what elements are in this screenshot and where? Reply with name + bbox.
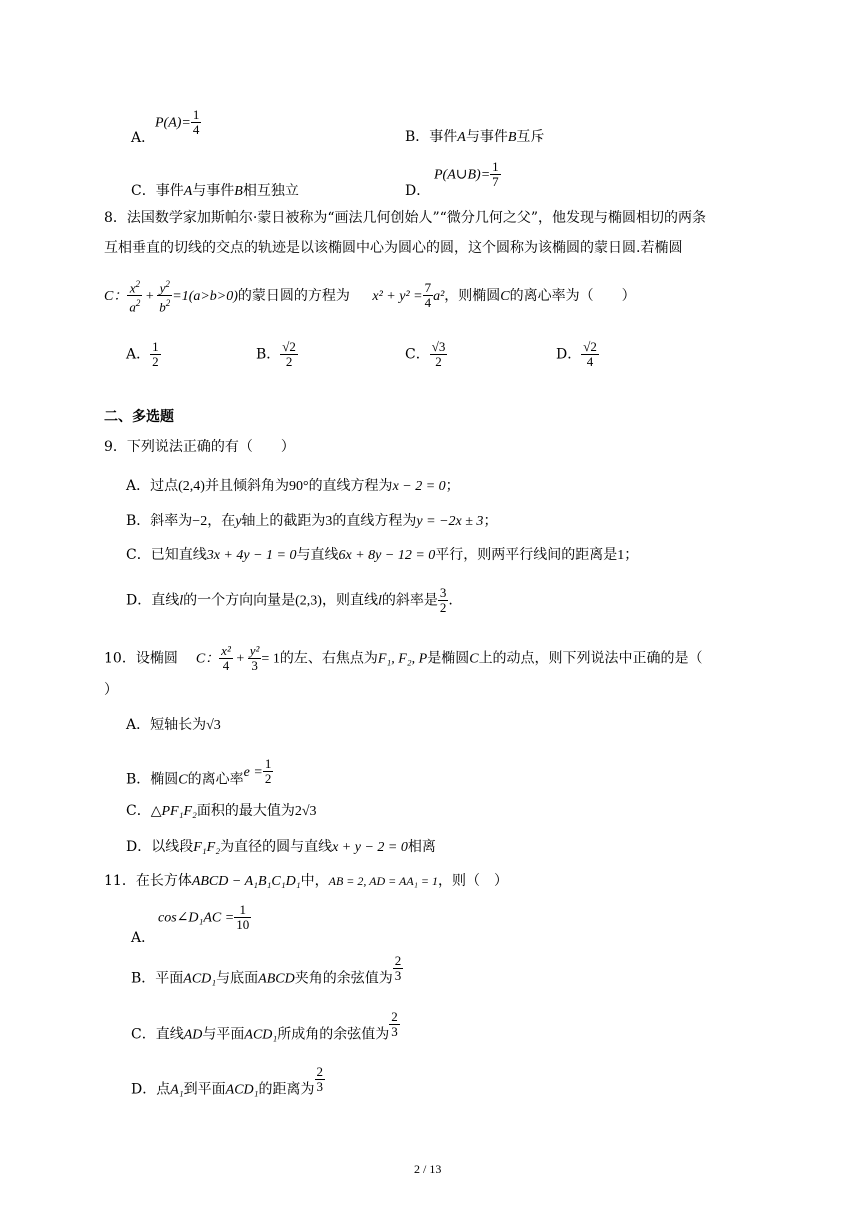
page-number: 2 / 13 — [414, 1162, 442, 1176]
q7-option-c — [131, 181, 299, 202]
q10-stem-line1: 10．设椭圆 C： $\frac{\text{x²}}{4}$ + $\frac{\text{y²}}{3}$ = 1的左、右焦点为F₁, F₂, P是椭圆C上的动点，则下列说法中正确的是（ — [104, 643, 703, 673]
text: C．已知直线 — [126, 547, 207, 563]
numerator: 1 — [234, 903, 251, 918]
text: C．直线 — [131, 1026, 184, 1043]
equation: 6x + 8y − 12 = 0 — [338, 548, 436, 563]
text: 的斜率是 — [381, 592, 438, 609]
var: l — [377, 593, 382, 609]
text: 所成角的余弦值为 — [277, 1026, 390, 1043]
numerator: √3 — [431, 339, 446, 354]
denominator: 2 — [439, 600, 447, 615]
numerator: 3 — [439, 585, 447, 600]
y-fraction: $\frac{y^2}{b^2}$ — [159, 279, 171, 315]
var: B — [234, 184, 243, 199]
q7-option-a-text: P(A)= — [155, 115, 191, 131]
q9-stem: 9．下列说法正确的有（ ） — [104, 439, 295, 455]
numerator: 1 — [492, 159, 499, 174]
numerator: √2 — [583, 339, 597, 354]
text: 夹角的余弦值为 — [294, 970, 393, 987]
q7-option-a-fraction — [191, 108, 202, 137]
triangle: △PF₁F₂ — [150, 804, 197, 819]
value: √3 — [206, 718, 221, 733]
fraction — [234, 903, 251, 932]
text: 与平面 — [202, 1026, 245, 1043]
denominator: 4 — [222, 658, 230, 673]
denominator: 4 — [424, 295, 432, 311]
denominator: 2 — [285, 354, 293, 369]
text: A．短轴长为 — [126, 717, 207, 733]
denominator: 2 — [152, 354, 159, 369]
q11-option-b — [131, 953, 403, 993]
line: x + y − 2 = 0 — [332, 840, 408, 855]
text: 相离 — [407, 839, 436, 855]
text: 与直线 — [296, 547, 339, 563]
q7-option-d-label: D． — [405, 183, 431, 199]
q8-option-d — [556, 340, 599, 369]
denominator: 3 — [251, 658, 258, 673]
q11-option-d — [131, 1064, 325, 1104]
text: ，则直线 — [321, 592, 378, 609]
text: C． — [126, 803, 151, 819]
text: . — [448, 592, 453, 609]
fraction — [263, 757, 274, 786]
text: ，则（ ） — [437, 873, 508, 889]
q7-option-a-label: A． — [131, 130, 156, 146]
text: 11．在长方体 — [104, 873, 192, 889]
text: D．直线 — [126, 592, 180, 609]
circle-a: a² — [433, 288, 445, 304]
text: 与事件 — [465, 129, 508, 145]
denominator: 7 — [492, 174, 499, 189]
var: l — [179, 593, 184, 609]
text: B．平面 — [131, 970, 184, 987]
q11-option-c — [131, 1009, 400, 1049]
point: (2,4) — [178, 479, 205, 494]
var: B — [507, 130, 517, 145]
numerator: √2 — [282, 339, 296, 354]
q7-option-c-label: C． — [131, 183, 156, 199]
var: C — [178, 772, 188, 788]
text: 是椭圆 — [427, 650, 470, 667]
equation: y = −2x ± 3 — [416, 514, 484, 529]
x-fraction: $\frac{x^2}{a^2}$ — [129, 279, 141, 315]
equation: x − 2 = 0 — [392, 479, 446, 494]
denominator: 2 — [264, 771, 272, 786]
text: 到平面 — [183, 1081, 226, 1098]
ellipse-name: C： — [104, 288, 128, 304]
text: ； — [624, 547, 639, 563]
fraction — [150, 340, 161, 369]
q11-option-a-expr — [158, 903, 251, 932]
q8-stem-line1: 8．法国数学家加斯帕尔·蒙日被称为“画法几何创始人”“微分几何之父”，他发现与椭圆相切的两条 — [104, 210, 706, 226]
e-label: e = — [243, 764, 263, 780]
q8-stem-line2: 互相垂直的切线的交点的轨迹是以该椭圆中心为圆心的圆，这个圆称为该椭圆的蒙日圆.若椭圆 — [104, 240, 683, 256]
numerator: y² — [249, 643, 260, 658]
point: A₁ — [170, 1082, 184, 1098]
text: 面积的最大值为 — [196, 803, 295, 819]
vector: (2,3) — [295, 593, 322, 609]
numerator: 7 — [424, 280, 432, 296]
text: B．椭圆 — [126, 771, 179, 788]
text: D．以线段 — [126, 839, 194, 855]
text: 为直径的圆与直线 — [220, 839, 333, 855]
q7-option-d-fraction — [490, 160, 501, 189]
condition: AB = 2, AD = AA₁ = 1 — [328, 874, 438, 888]
fraction — [315, 1065, 326, 1094]
text: 平行，则两平行线间的距离是 — [435, 547, 618, 563]
q8-option-a — [126, 340, 161, 369]
text: 轴上的截距为 — [241, 513, 326, 529]
q11-stem — [104, 871, 508, 892]
text: 的距离为 — [258, 1081, 315, 1098]
value: 1 — [617, 548, 625, 563]
label: B． — [256, 346, 281, 363]
numerator: 1 — [192, 107, 200, 122]
axis: y — [235, 514, 242, 529]
text: 的蒙日圆的方程为 — [237, 287, 350, 304]
q8-option-c — [405, 340, 447, 369]
q11-option-a-label: A． — [131, 930, 156, 946]
denominator: 4 — [192, 122, 200, 137]
text: 10．设椭圆 — [104, 650, 178, 667]
q9-option-c — [126, 545, 638, 566]
numerator: 2 — [391, 1009, 398, 1024]
fraction — [280, 340, 298, 369]
value: 2√3 — [294, 804, 317, 819]
fraction — [581, 340, 599, 369]
text: D．点 — [131, 1081, 171, 1098]
var: A — [183, 184, 193, 199]
x-fraction — [219, 644, 233, 673]
numerator: 2 — [394, 953, 402, 968]
q10-option-a — [126, 715, 221, 736]
q7-option-b — [405, 127, 544, 148]
q10-stem-line2: ） — [104, 682, 118, 698]
denominator: 3 — [316, 1079, 324, 1094]
q9-option-b — [126, 511, 497, 532]
q10-option-c — [126, 801, 317, 822]
ellipse-condition: =1(a>b>0) — [172, 288, 238, 304]
denominator: 3 — [394, 968, 402, 983]
numerator: 2 — [316, 1064, 324, 1079]
text: ，则椭圆 — [444, 287, 501, 304]
text: 中， — [300, 873, 329, 889]
angle: 90° — [288, 479, 309, 494]
text: ； — [445, 478, 460, 494]
q8-stem-line3: C： $\frac{x^2}{a^2}$ + $\frac{y^2}{b^2}$ =1(a>b>0)的蒙日圆的方程为 x² + y² = $\frac{7}{4}$ a²，则椭圆C的离心率为（ ） — [104, 279, 636, 315]
label: A． — [126, 346, 151, 363]
plane: ACD₁ — [225, 1082, 259, 1098]
intercept: 3 — [325, 514, 333, 529]
text: 与事件 — [192, 183, 235, 199]
text: 事件 — [155, 183, 184, 199]
plane: ACD₁ — [183, 971, 217, 987]
text: 的左、右焦点为 — [279, 650, 378, 667]
text: 相互独立 — [242, 183, 299, 199]
section-title: 二、多选题 — [104, 409, 174, 425]
text: A．过点 — [126, 478, 179, 494]
text: ，在 — [207, 513, 236, 529]
text: 上的动点，则下列说法中正确的是（ — [478, 650, 703, 667]
fraction — [430, 340, 448, 369]
q9-option-d — [126, 586, 453, 615]
numerator: 1 — [264, 756, 272, 771]
text: B．斜率为 — [126, 513, 193, 529]
numerator: 1 — [152, 339, 159, 354]
q8-option-b — [256, 340, 298, 369]
y-fraction — [248, 644, 262, 673]
segment: F₁F₂ — [193, 840, 221, 855]
denominator: 4 — [586, 354, 594, 369]
base: ABCD — [258, 971, 295, 987]
q10-option-b — [126, 756, 273, 794]
fraction — [438, 586, 449, 615]
text: 与底面 — [216, 970, 259, 987]
plane: ACD₁ — [244, 1027, 278, 1043]
numerator: x² — [221, 643, 231, 658]
q7-option-d-expr — [434, 160, 501, 189]
text: 的直线方程为 — [332, 513, 417, 529]
equation: 3x + 4y − 1 = 0 — [206, 548, 297, 563]
q9-option-a — [126, 476, 460, 497]
var: C — [500, 288, 510, 304]
slope: −2 — [192, 514, 208, 529]
solid: ABCD − A₁B₁C₁D₁ — [191, 874, 301, 889]
label: C． — [405, 346, 430, 363]
foci: F₁, F₂, P — [377, 651, 428, 667]
fraction — [393, 954, 404, 983]
text: 的离心率 — [187, 771, 244, 788]
denominator: 3 — [391, 1024, 398, 1039]
circle-equation: x² + y² = — [372, 288, 423, 304]
expression: cos∠D₁AC = — [158, 910, 235, 926]
label: D． — [556, 346, 582, 363]
text: 并且倾斜角为 — [204, 478, 289, 494]
text: 的直线方程为 — [308, 478, 393, 494]
text: 互斥 — [516, 129, 545, 145]
fraction — [389, 1010, 400, 1039]
q10-option-d — [126, 837, 436, 858]
q7-option-a-expr — [155, 108, 201, 137]
text: 的一个方向向量是 — [183, 592, 296, 609]
text: ； — [483, 513, 498, 529]
text: 事件 — [429, 129, 458, 145]
q7-option-d-text: P(A∪B)= — [434, 167, 491, 183]
var: A — [457, 130, 466, 145]
line: AD — [183, 1027, 203, 1043]
rhs: = 1 — [261, 651, 280, 667]
denominator: 10 — [236, 917, 250, 932]
text: 的离心率为（ ） — [509, 287, 636, 304]
q7-option-b-label: B． — [405, 129, 430, 145]
var: C — [469, 651, 479, 667]
denominator: 2 — [435, 354, 442, 369]
ellipse-name: C： — [195, 651, 220, 667]
circle-fraction — [423, 281, 434, 310]
